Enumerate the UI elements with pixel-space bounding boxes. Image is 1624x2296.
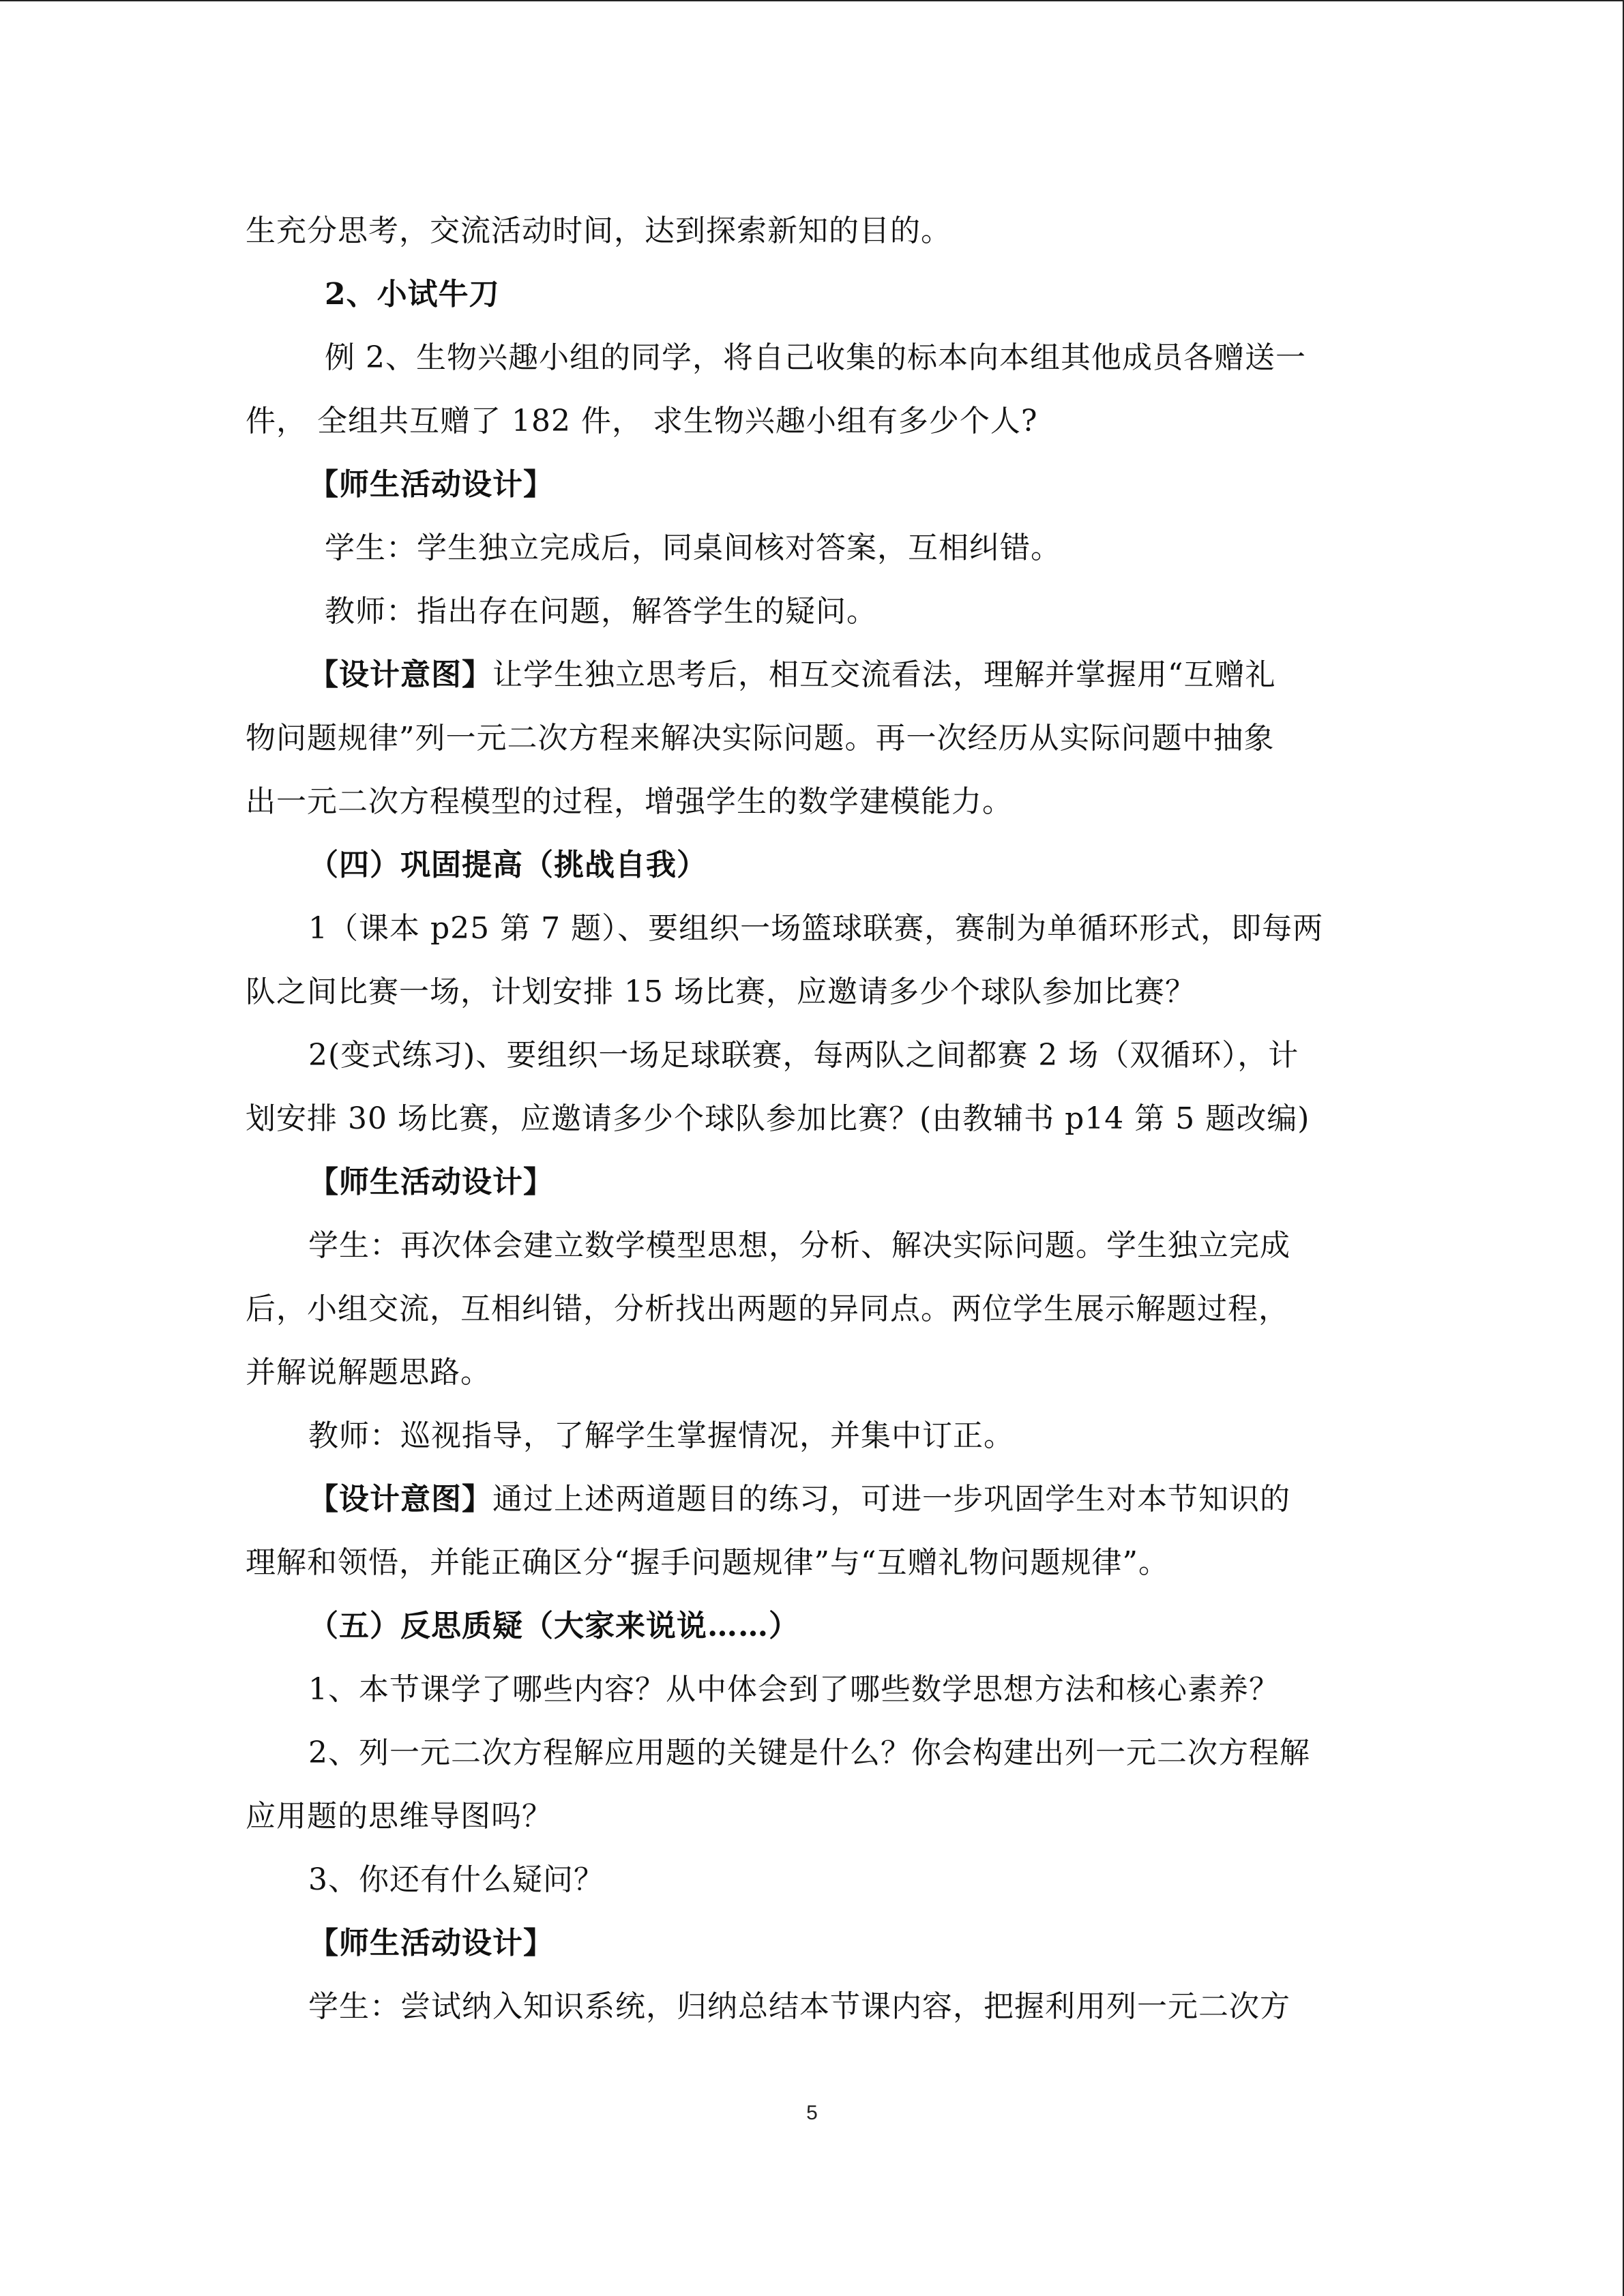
design-intent-line: 物问题规律”列一元二次方程来解决实际问题。再一次经历从实际问题中抽象	[246, 721, 1275, 756]
student-activity-line: 学生：再次体会建立数学模型思想，分析、解决实际问题。学生独立完成	[308, 1228, 1290, 1263]
example-2-line: 件， 全组共互赠了 182 件， 求生物兴趣小组有多少个人?	[246, 404, 1038, 438]
exercise-1-line: 1（课本 p25 第 7 题）、要组织一场篮球联赛，赛制为单循环形式，即每两	[308, 911, 1324, 946]
section-heading-fan-si-zhi-yi: （五）反思质疑（大家来说说……）	[308, 1609, 799, 1643]
design-intent-text: 通过上述两道题目的练习，可进一步巩固学生对本节知识的	[492, 1482, 1290, 1517]
design-intent-line: 理解和领悟，并能正确区分“握手问题规律”与“互赠礼物问题规律”。	[246, 1545, 1169, 1580]
reflection-question-3: 3、你还有什么疑问？	[308, 1862, 604, 1897]
student-activity-line: 学生：学生独立完成后，同桌间核对答案，互相纠错。	[325, 531, 1061, 565]
teacher-activity-line: 教师：指出存在问题，解答学生的疑问。	[325, 594, 877, 629]
student-activity-line: 并解说解题思路。	[246, 1355, 491, 1390]
page-number: 5	[806, 2102, 818, 2124]
design-intent-label: 【设计意图】	[308, 1482, 492, 1517]
design-intent-line	[246, 643, 1378, 706]
page-content	[246, 199, 1378, 2038]
design-intent-line	[246, 1467, 1378, 1531]
example-2-line: 例 2、生物兴趣小组的同学，将自己收集的标本向本组其他成员各赠送一	[325, 340, 1306, 375]
design-intent-label: 【设计意图】	[308, 657, 492, 692]
student-activity-line: 学生：尝试纳入知识系统，归纳总结本节课内容，把握利用列一元二次方	[308, 1989, 1290, 2024]
reflection-question-2: 2、列一元二次方程解应用题的关键是什么？你会构建出列一元二次方程解	[308, 1735, 1310, 1770]
activity-design-heading: 【师生活动设计】	[308, 1926, 554, 1960]
student-activity-line: 后，小组交流，互相纠错，分析找出两题的异同点。两位学生展示解题过程，	[246, 1292, 1289, 1326]
exercise-1-line: 队之间比赛一场，计划安排 15 场比赛，应邀请多少个球队参加比赛？	[246, 974, 1196, 1009]
design-intent-line: 出一元二次方程模型的过程，增强学生的数学建模能力。	[246, 784, 1013, 819]
section-heading-xiao-shi-niu-dao: 2、小试牛刀	[325, 277, 500, 312]
paragraph-line: 生充分思考，交流活动时间，达到探索新知的目的。	[246, 213, 951, 248]
section-heading-gong-gu-ti-gao: （四）巩固提高（挑战自我）	[308, 848, 707, 882]
exercise-2-line: 划安排 30 场比赛，应邀请多少个球队参加比赛？(由教辅书 p14 第 5 题改编)	[246, 1101, 1310, 1136]
design-intent-text: 让学生独立思考后，相互交流看法，理解并掌握用“互赠礼	[492, 657, 1276, 692]
activity-design-heading: 【师生活动设计】	[308, 467, 554, 502]
teacher-activity-line: 教师：巡视指导，了解学生掌握情况，并集中订正。	[308, 1418, 1014, 1453]
activity-design-heading: 【师生活动设计】	[308, 1165, 554, 1199]
reflection-question-2: 应用题的思维导图吗？	[246, 1799, 552, 1834]
reflection-question-1: 1、本节课学了哪些内容？从中体会到了哪些数学思想方法和核心素养？	[308, 1672, 1280, 1707]
exercise-2-line: 2(变式练习)、要组织一场足球联赛，每两队之间都赛 2 场（双循环），计	[308, 1038, 1299, 1073]
